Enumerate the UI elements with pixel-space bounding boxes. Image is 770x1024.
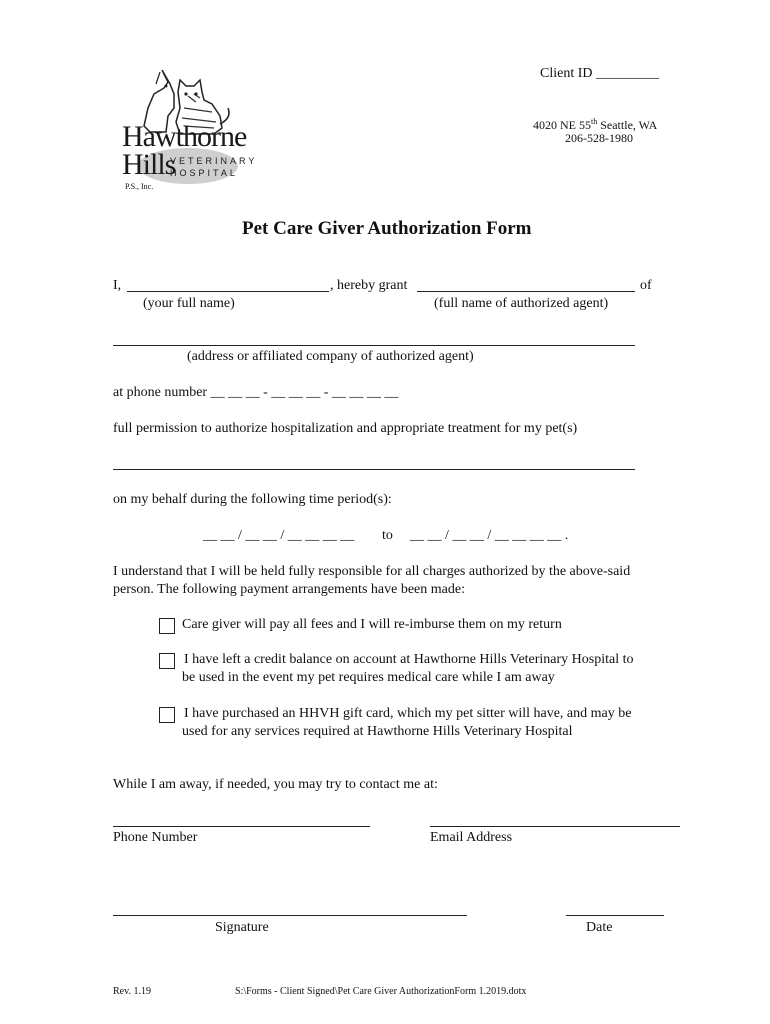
agent-name-label: (full name of authorized agent) <box>434 296 609 311</box>
option-gift-card-label-line1: I have purchased an HHVH gift card, which my pet sitter will have, and may be <box>184 706 632 721</box>
grant-middle-text: , hereby grant <box>330 278 408 293</box>
date-field[interactable] <box>566 915 664 916</box>
date-from-field[interactable]: __ __ / __ __ / __ __ __ __ <box>203 528 355 543</box>
your-name-field[interactable] <box>127 291 329 292</box>
signature-label: Signature <box>215 920 269 935</box>
logo-hospital-text: HOSPITAL <box>170 168 238 178</box>
form-title: Pet Care Giver Authorization Form <box>242 218 532 239</box>
client-id-field[interactable]: Client ID _________ <box>540 66 659 81</box>
option-gift-card-label-line2: used for any services required at Hawthorne Hills Veterinary Hospital <box>182 724 573 739</box>
your-name-label: (your full name) <box>143 296 235 311</box>
option-caregiver-pays-checkbox[interactable] <box>159 618 175 634</box>
address-superscript: th <box>591 117 598 126</box>
hospital-logo <box>110 68 258 193</box>
logo-ps-inc-text: P.S., Inc. <box>125 182 154 191</box>
permission-text: full permission to authorize hospitalization and appropriate treatment for my pet(s) <box>113 421 578 436</box>
agent-address-label: (address or affiliated company of authorized agent) <box>187 349 474 364</box>
address-street: 4020 NE 55 <box>533 118 591 132</box>
document-path-text: S:\Forms - Client Signed\Pet Care Giver AuthorizationForm 1.2019.dotx <box>235 986 527 997</box>
option-credit-balance-label-line2: be used in the event my pet requires medical care while I am away <box>182 670 555 685</box>
date-label: Date <box>586 920 613 935</box>
grant-prefix: I, <box>113 278 122 293</box>
date-to-field[interactable]: __ __ / __ __ / __ __ __ __ . <box>410 528 569 543</box>
option-caregiver-pays-label: Care giver will pay all fees and I will re-imburse them on my return <box>182 617 562 632</box>
email-address-field[interactable] <box>430 826 680 827</box>
option-credit-balance-label-line1: I have left a credit balance on account at Hawthorne Hills Veterinary Hospital to <box>184 652 634 667</box>
pets-field[interactable] <box>113 469 635 470</box>
hospital-phone: 206-528-1980 <box>565 131 633 145</box>
logo-hills-text: Hills <box>122 148 176 181</box>
logo-hawthorne-text: Hawthorne <box>122 120 247 153</box>
revision-text: Rev. 1.19 <box>113 986 151 997</box>
responsibility-text-line2: person. The following payment arrangements have been made: <box>113 582 465 597</box>
agent-address-field[interactable] <box>113 345 635 346</box>
contact-text: While I am away, if needed, you may try to contact me at: <box>113 777 438 792</box>
responsibility-text-line1: I understand that I will be held fully responsible for all charges authorized by the above-said <box>113 564 631 579</box>
phone-number-field[interactable] <box>113 826 370 827</box>
agent-phone-field[interactable]: at phone number __ __ __ - __ __ __ - __ __ __ __ <box>113 385 399 400</box>
option-gift-card-checkbox[interactable] <box>159 707 175 723</box>
option-credit-balance-checkbox[interactable] <box>159 653 175 669</box>
email-address-label: Email Address <box>430 830 513 845</box>
logo-veterinary-text: VETERINARY <box>170 156 258 166</box>
signature-field[interactable] <box>113 915 467 916</box>
grant-suffix: of <box>640 278 652 293</box>
agent-name-field[interactable] <box>417 291 635 292</box>
phone-number-label: Phone Number <box>113 830 198 845</box>
time-period-text: on my behalf during the following time period(s): <box>113 492 392 507</box>
address-city: Seattle, WA <box>597 118 658 132</box>
to-label: to <box>382 528 393 543</box>
